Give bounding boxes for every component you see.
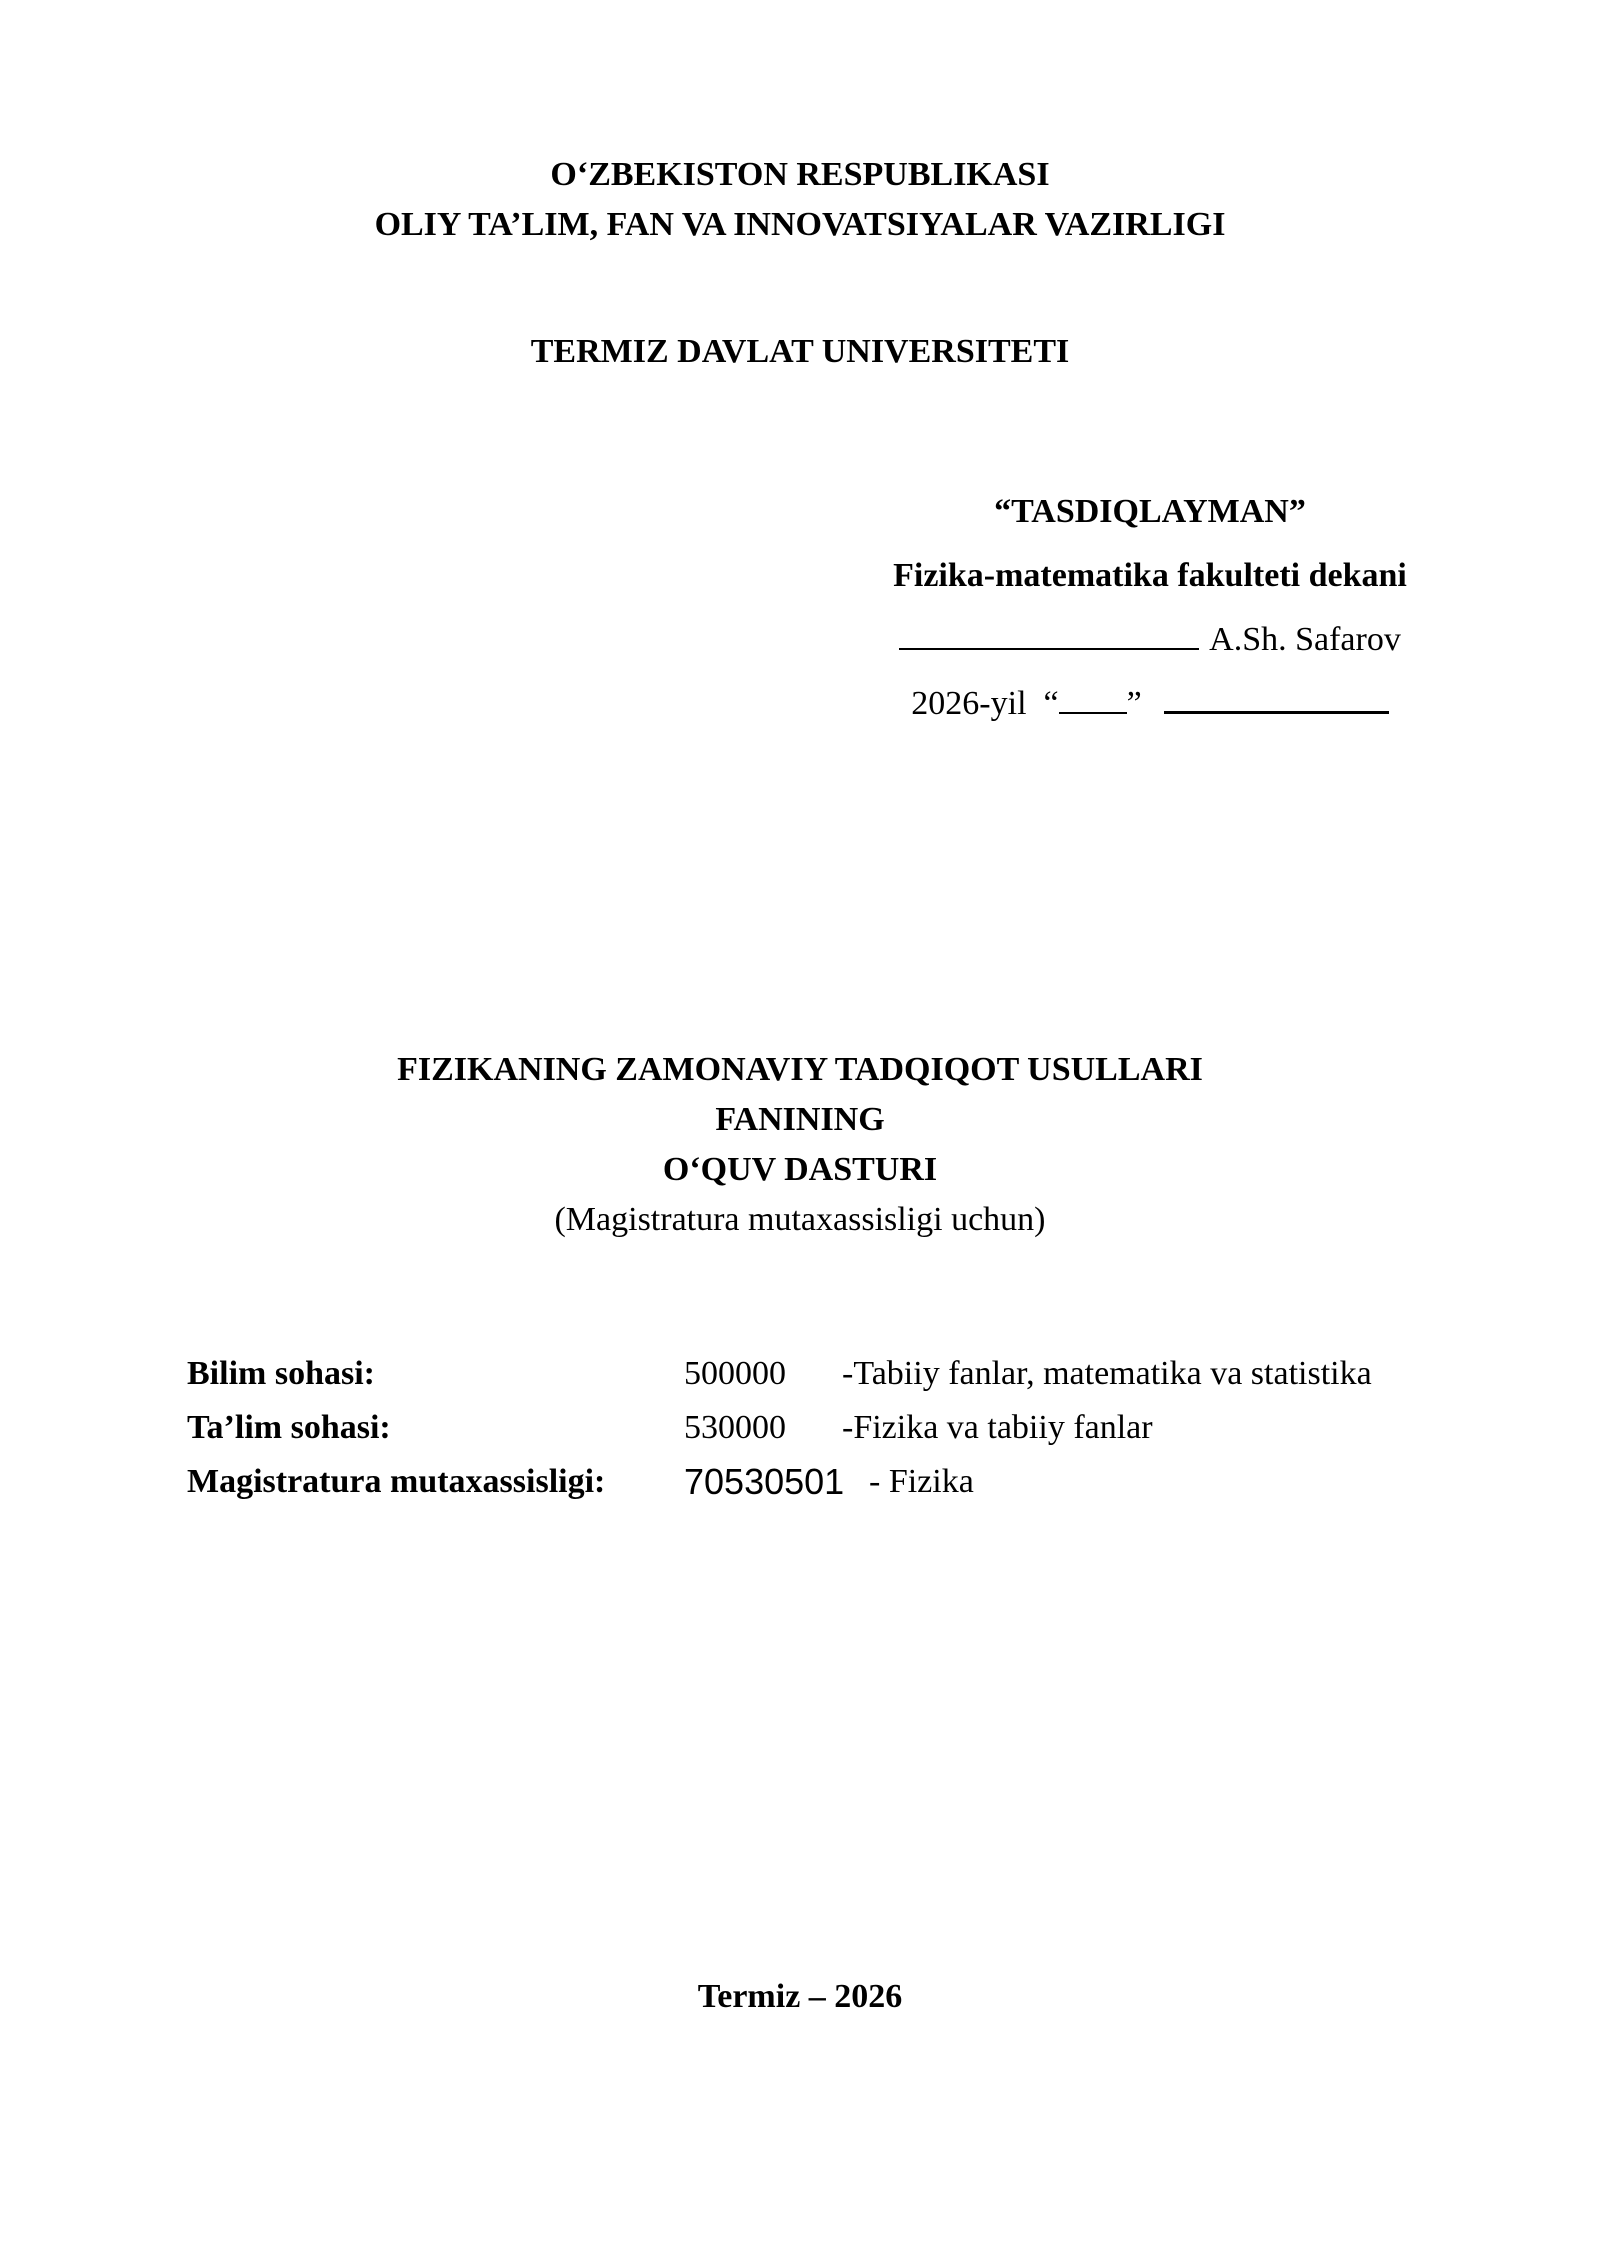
quote-close: ” <box>1126 685 1142 722</box>
approval-block <box>830 480 1470 736</box>
info-label: Bilim sohasi: <box>187 1355 375 1392</box>
info-desc: - Fizika <box>869 1463 974 1500</box>
info-label: Ta’lim sohasi: <box>187 1409 391 1446</box>
info-code: 70530501 <box>684 1461 845 1502</box>
approver-position: Fizika-matematika fakulteti dekani <box>893 557 1407 594</box>
info-row-education-area <box>187 1401 1487 1455</box>
quote-open: “ <box>1043 685 1059 722</box>
city-year: Termiz – 2026 <box>697 1978 903 2015</box>
info-row-specialty <box>187 1455 1487 1509</box>
university-header <box>0 327 1600 377</box>
date-row <box>830 672 1470 736</box>
month-blank <box>1164 685 1389 714</box>
info-code: 500000 <box>684 1355 786 1392</box>
title-block <box>0 1045 1600 1245</box>
info-table <box>187 1347 1487 1509</box>
info-desc: -Fizika va tabiiy fanlar <box>842 1409 1153 1446</box>
course-title-line2: FANINING <box>715 1101 885 1138</box>
day-blank <box>1059 686 1127 714</box>
course-title-line3: O‘QUV DASTURI <box>662 1151 938 1188</box>
info-row-knowledge-area <box>187 1347 1487 1401</box>
approval-title: “TASDIQLAYMAN” <box>994 493 1306 530</box>
course-title-line1: FIZIKANING ZAMONAVIY TADQIQOT USULLARI <box>397 1051 1203 1088</box>
signature-row <box>830 608 1470 672</box>
ministry-title: OLIY TA’LIM, FAN VA INNOVATSIYALAR VAZIRLIGI <box>374 206 1226 243</box>
country-title: O‘ZBEKISTON RESPUBLIKASI <box>550 156 1050 193</box>
signature-line <box>899 622 1199 650</box>
approval-year: 2026-yil <box>911 685 1027 722</box>
approver-name: A.Sh. Safarov <box>1209 621 1401 658</box>
ministry-header <box>0 150 1600 250</box>
info-label: Magistratura mutaxassisligi: <box>187 1463 606 1500</box>
course-subtitle: (Magistratura mutaxassisligi uchun) <box>554 1201 1046 1238</box>
info-code: 530000 <box>684 1409 786 1446</box>
university-title: TERMIZ DAVLAT UNIVERSITETI <box>530 333 1070 370</box>
info-desc: -Tabiiy fanlar, matematika va statistika <box>842 1355 1372 1392</box>
footer <box>0 1972 1600 2022</box>
